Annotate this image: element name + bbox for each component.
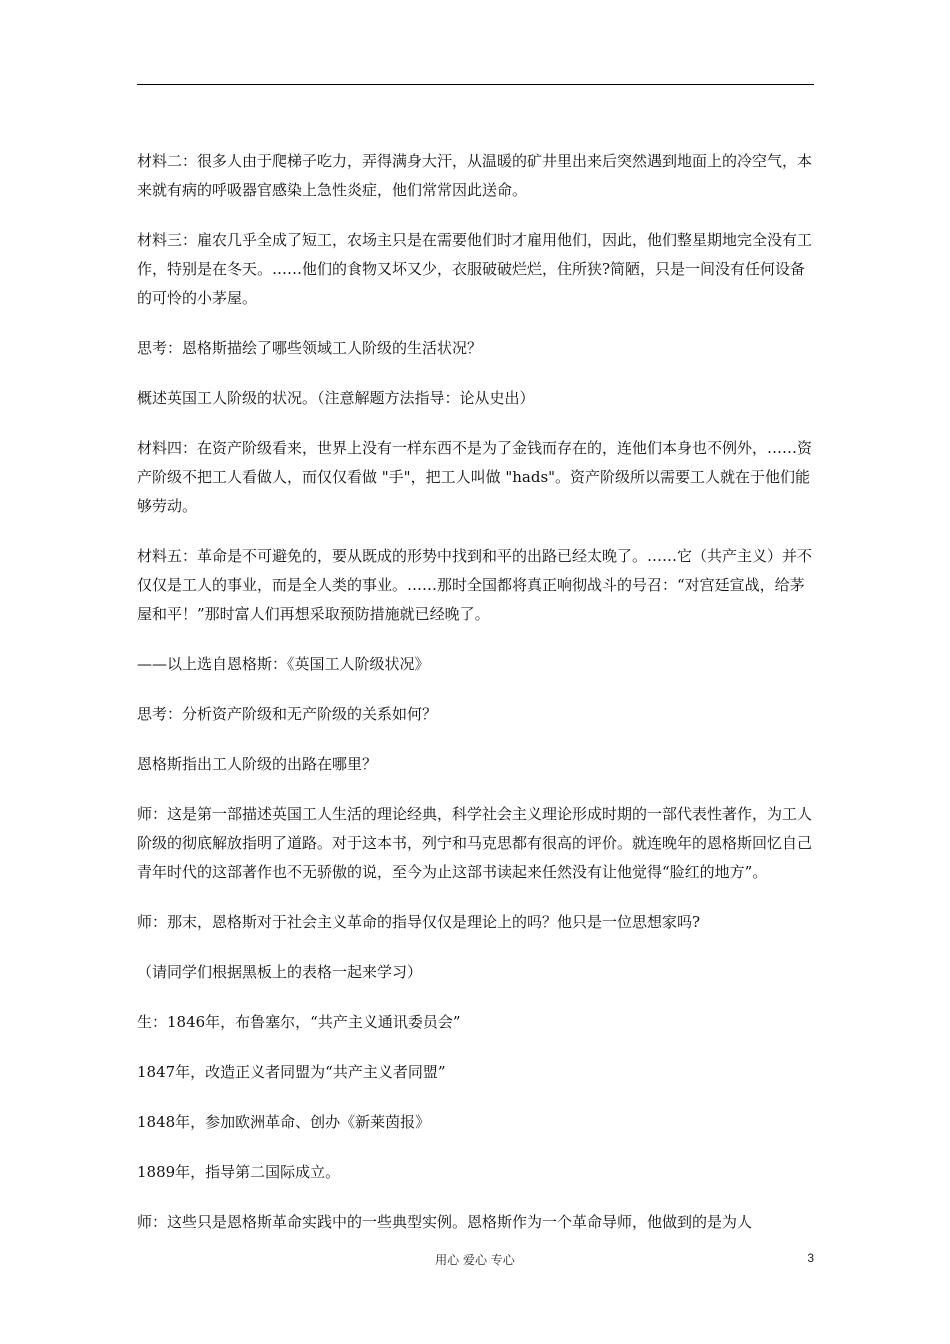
paragraph-1848: 1848年，参加欧洲革命、创办《新莱茵报》 — [137, 1113, 431, 1131]
page-number: 3 — [807, 1251, 814, 1265]
document-body — [137, 147, 814, 1258]
paragraph-1889: 1889年，指导第二国际成立。 — [137, 1163, 341, 1181]
paragraph-question-2: 思考：分析资产阶级和无产阶级的关系如何？ — [137, 705, 438, 723]
paragraph-question-3: 恩格斯指出工人阶级的出路在哪里？ — [137, 755, 378, 773]
paragraph-material-5: 材料五：革命是不可避免的，要从既成的形势中找到和平的出路已经太晚了。……它（共产主义）并不仅仅是工人的事业，而是全人类的事业。……那时全国都将真正响彻战斗的号召：“对宫廷宣战，给茅屋和平！”那时富人们再想采取预防措施就已经晚了。 — [137, 547, 813, 623]
paragraph-material-3: 材料三：雇农几乎全成了短工，农场主只是在需要他们时才雇用他们，因此，他们整星期地完全没有工作，特别是在冬天。……他们的食物又坏又少，衣服破破烂烂，住所狭?简陋，只是一间没有任何设备的可怜的小茅屋。 — [137, 231, 813, 307]
paragraph-question-1: 思考：恩格斯描绘了哪些领域工人阶级的生活状况？ — [137, 339, 483, 357]
paragraph-material-2: 材料二：很多人由于爬梯子吃力，弄得满身大汗，从温暖的矿井里出来后突然遇到地面上的冷空气，本来就有病的呼吸器官感染上急性炎症，他们常常因此送命。 — [137, 152, 813, 199]
header-rule — [137, 84, 814, 85]
paragraph-teacher-3: 师：这些只是恩格斯革命实践中的一些典型实例。恩格斯作为一个革命导师，他做到的是为人 — [137, 1213, 753, 1231]
paragraph-summary-prompt: 概述英国工人阶级的状况。（注意解题方法指导：论从史出） — [137, 389, 535, 407]
paragraph-teacher-2: 师：那末，恩格斯对于社会主义革命的指导仅仅是理论上的吗？他只是一位思想家吗? — [137, 913, 701, 931]
paragraph-instruction: （请同学们根据黑板上的表格一起来学习） — [137, 963, 423, 981]
footer-motto: 用心 爱心 专心 — [435, 1253, 515, 1267]
paragraph-source-citation: ——以上选自恩格斯：《英国工人阶级状况》 — [137, 655, 430, 673]
paragraph-student-1846: 生：1846年，布鲁塞尔，“共产主义通讯委员会” — [137, 1013, 461, 1031]
paragraph-1847: 1847年，改造正义者同盟为“共产主义者同盟” — [137, 1063, 446, 1081]
paragraph-material-4: 材料四：在资产阶级看来，世界上没有一样东西不是为了金钱而存在的，连他们本身也不例外，……资产阶级不把工人看做人，而仅仅看做 "手"，把工人叫做 "hads"。资产阶级所以需要工人就在于他们能够劳动。 — [137, 439, 813, 515]
paragraph-teacher-1: 师：这是第一部描述英国工人生活的理论经典，科学社会主义理论形成时期的一部代表性著作，为工人阶级的彻底解放指明了道路。对于这本书，列宁和马克思都有很高的评价。就连晚年的恩格斯回忆自己青年时代的这部著作也不无骄傲的说，至今为止这部书读起来任然没有让他觉得“脸红的地方”。 — [137, 805, 813, 881]
